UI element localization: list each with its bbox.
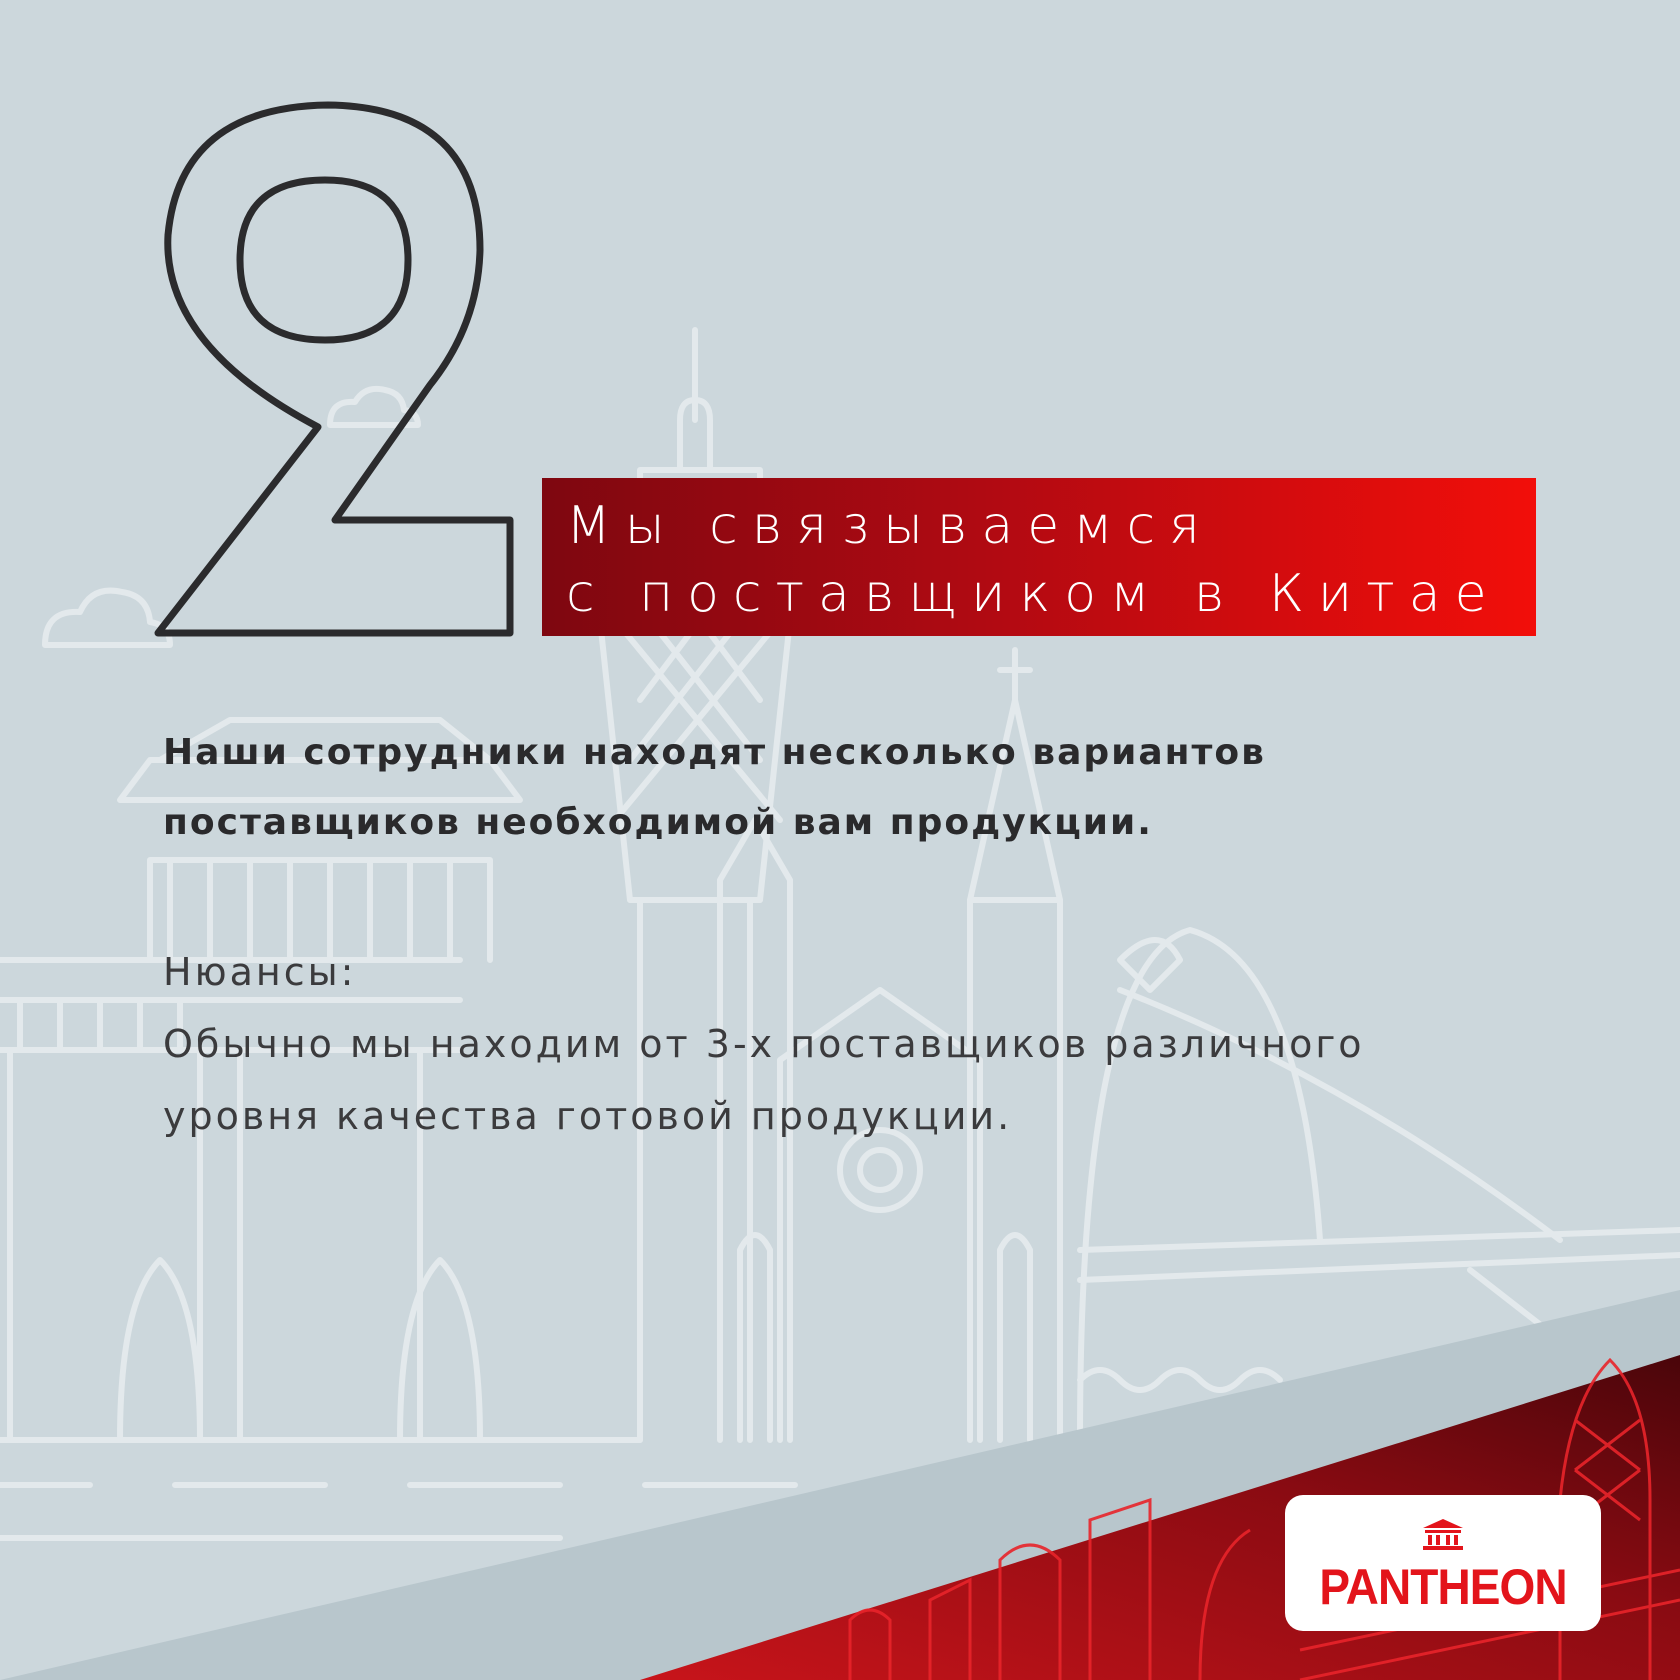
brand-logo-card <box>1285 1495 1601 1631</box>
temple-icon <box>1421 1517 1465 1551</box>
brand-name: PANTHEON <box>1319 1559 1567 1615</box>
lead-line-2: поставщиков необходимой вам продукции. <box>163 802 1153 843</box>
title-line-1: Мы связываемся <box>566 496 1214 556</box>
lead-line-1: Наши сотрудники находят несколько вариантов <box>163 732 1266 773</box>
nuances-line-1: Обычно мы находим от 3-х поставщиков различного <box>163 1022 1365 1066</box>
nuances-line-2: уровня качества готовой продукции. <box>163 1094 1013 1138</box>
nuances-heading: Нюансы: <box>163 950 357 994</box>
title-line-2: с поставщиком в Китае <box>566 564 1501 624</box>
